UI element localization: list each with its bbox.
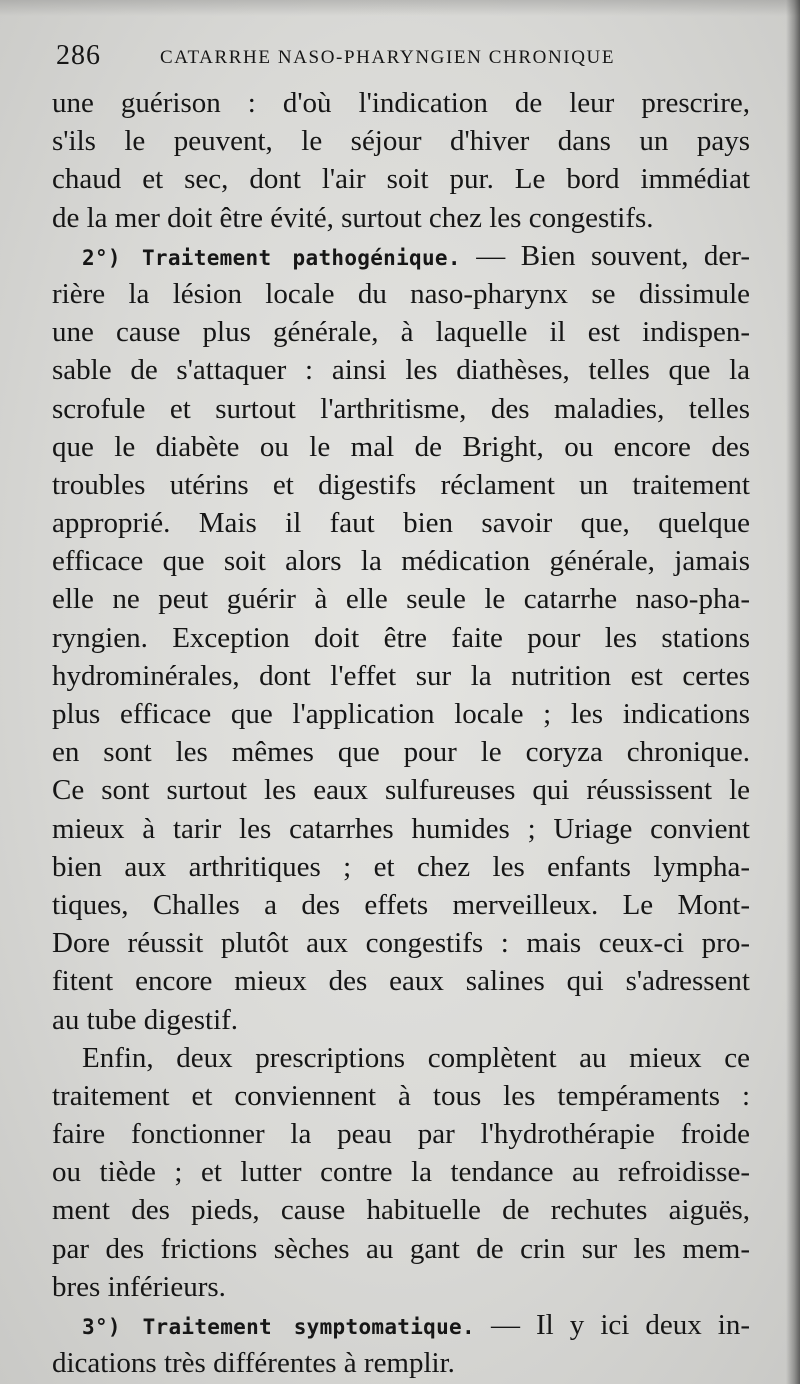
text-line: chaud et sec, dont l'air soit pur. Le bord immédiat xyxy=(52,163,750,196)
text-line: par des frictions sèches au gant de crin sur les mem- xyxy=(52,1232,750,1265)
body-text xyxy=(52,84,751,1380)
page-right-edge-shadow xyxy=(786,0,800,1384)
text-line: au tube digestif. xyxy=(52,1003,239,1036)
text-line: ou tiède ; et lutter contre la tendance au refroidisse- xyxy=(52,1156,750,1189)
text-line: rière la lésion locale du naso-pharynx se dissimule xyxy=(52,277,750,310)
text-line: hydrominérales, dont l'effet sur la nutrition est certes xyxy=(52,659,750,692)
text-line: fitent encore mieux des eaux salines qui s'adressent xyxy=(52,965,750,998)
section-3-line xyxy=(52,1306,750,1344)
text-line: approprié. Mais il faut bien savoir que, quelque xyxy=(52,507,750,540)
text-line: bres inférieurs. xyxy=(52,1270,226,1303)
section-heading-pathogenique: 2°) Traitement pathogénique. xyxy=(82,245,461,270)
text-line: dications très différentes à remplir. xyxy=(52,1347,455,1380)
text-line: traitement et conviennent à tous les tempéraments : xyxy=(52,1079,750,1112)
text-line: de la mer doit être évité, surtout chez les congestifs. xyxy=(52,201,654,234)
text-line: ryngien. Exception doit être faite pour les stations xyxy=(52,621,750,654)
section-heading-symptomatique: 3°) Traitement symptomatique. xyxy=(82,1315,475,1339)
text-line: ment des pieds, cause habituelle de rechutes aiguës, xyxy=(52,1194,750,1227)
page-number: 286 xyxy=(56,40,101,71)
text-line: une cause plus générale, à laquelle il est indispen- xyxy=(52,316,750,349)
text-line: en sont les mêmes que pour le coryza chronique. xyxy=(52,736,750,769)
text-line: sable de s'attaquer : ainsi les diathèses, telles que la xyxy=(52,354,750,387)
running-title: CATARRHE NASO-PHARYNGIEN CHRONIQUE xyxy=(160,47,616,68)
page-top-shadow xyxy=(0,0,800,16)
text-line: s'ils le peuvent, le séjour d'hiver dans un pays xyxy=(52,125,750,158)
text-line: scrofule et surtout l'arthritisme, des maladies, telles xyxy=(52,392,750,425)
text-line: troubles utérins et digestifs réclament un traitement xyxy=(52,468,750,501)
text-fragment: — Il y ici deux in- xyxy=(490,1309,750,1341)
text-line: efficace que soit alors la médication générale, jamais xyxy=(52,545,750,578)
text-line: plus efficace que l'application locale ; les indications xyxy=(52,698,750,730)
text-line: Dore réussit plutôt aux congestifs : mais ceux-ci pro- xyxy=(52,927,750,960)
text-line: Enfin, deux prescriptions complètent au mieux ce xyxy=(82,1041,750,1074)
page-header xyxy=(56,40,756,80)
text-line: elle ne peut guérir à elle seule le catarrhe naso-pha- xyxy=(52,583,750,616)
text-line: une guérison : d'où l'indication de leur prescrire, xyxy=(52,87,750,119)
text-fragment: — Bien souvent, der- xyxy=(476,239,751,272)
text-line: mieux à tarir les catarrhes humides ; Uriage convient xyxy=(52,812,750,845)
section-2-line xyxy=(52,237,750,275)
text-line: faire fonctionner la peau par l'hydrothérapie froide xyxy=(52,1118,750,1151)
text-line: Ce sont surtout les eaux sulfureuses qui réussissent le xyxy=(52,774,750,807)
text-line: bien aux arthritiques ; et chez les enfants lympha- xyxy=(52,850,750,883)
text-line: tiques, Challes a des effets merveilleux. Le Mont- xyxy=(52,888,750,921)
text-line: que le diabète ou le mal de Bright, ou encore des xyxy=(52,430,750,463)
